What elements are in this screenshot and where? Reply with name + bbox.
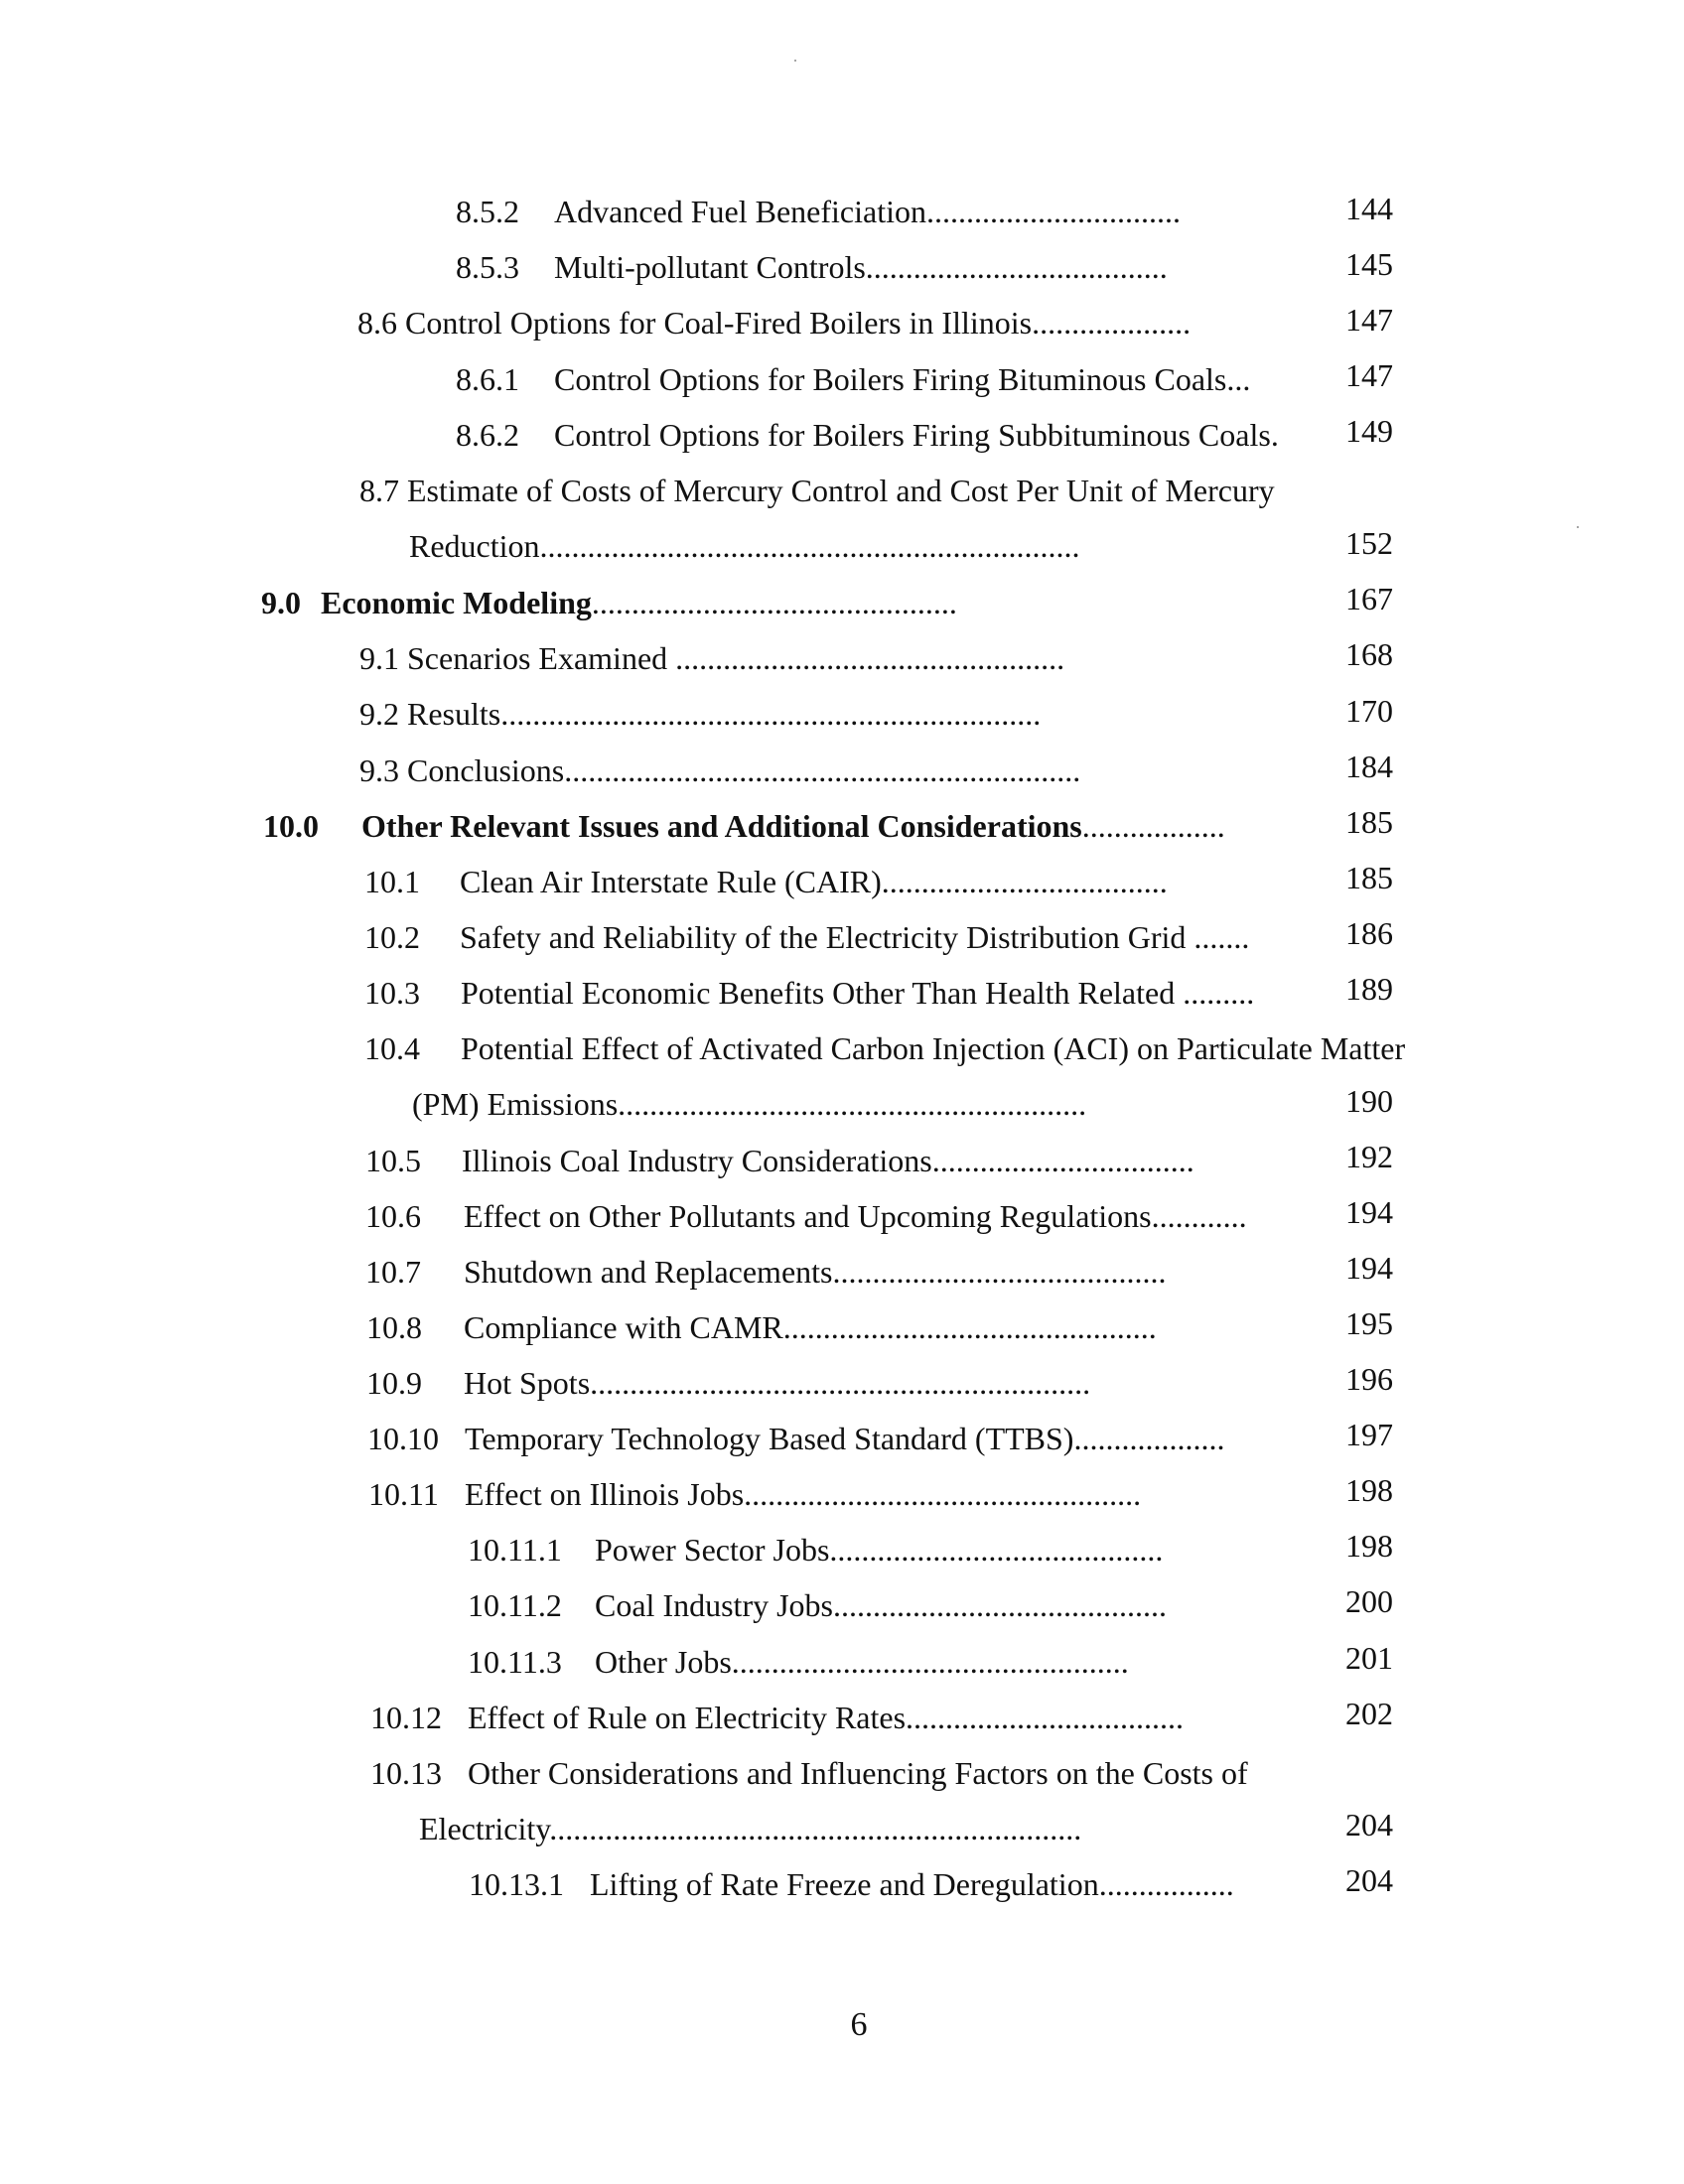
toc-leader: ................................: [925, 194, 1181, 229]
toc-entry[interactable]: [468, 1530, 1163, 1570]
toc-entry-title: Potential Economic Benefits Other Than Health Related: [461, 975, 1176, 1011]
toc-page-ref: 185: [1345, 860, 1393, 895]
toc-entry[interactable]: [359, 471, 1275, 510]
toc-leader: ...............................................: [782, 1309, 1157, 1345]
toc-page-ref: 197: [1345, 1417, 1393, 1452]
toc-entry-title: Other Relevant Issues and Additional Considerations: [361, 808, 1082, 844]
toc-page-ref: 202: [1345, 1696, 1393, 1731]
toc-entry-number: 8.6.2: [456, 417, 519, 453]
toc-page-ref: 198: [1345, 1472, 1393, 1508]
toc-leader: ..............................................: [591, 585, 957, 620]
toc-entry-number: 10.11: [368, 1476, 439, 1512]
toc-entry[interactable]: [456, 359, 1250, 399]
toc-page-ref: 149: [1345, 413, 1393, 449]
toc-entry-number: 10.11.3: [468, 1644, 562, 1680]
toc-entry-number: 10.10: [367, 1421, 439, 1456]
toc-entry-title: Temporary Technology Based Standard (TTBS): [465, 1421, 1074, 1456]
toc-leader: ...................................................................: [549, 1811, 1082, 1846]
toc-leader: ...................: [1073, 1421, 1225, 1456]
toc-page-ref: 194: [1345, 1194, 1393, 1230]
toc-page-ref: 186: [1345, 915, 1393, 951]
toc-leader: ..........................................: [832, 1254, 1167, 1290]
toc-entry-title: Power Sector Jobs: [595, 1532, 830, 1568]
toc-leader: ...........................................................: [618, 1086, 1087, 1122]
toc-entry[interactable]: [364, 917, 1249, 957]
toc-entry-title: Illinois Coal Industry Considerations: [462, 1143, 932, 1178]
toc-entry-title: Economic Modeling: [321, 585, 592, 620]
toc-entry[interactable]: [469, 1864, 1234, 1904]
toc-page-ref: 194: [1345, 1250, 1393, 1286]
toc-page-ref: 204: [1345, 1862, 1393, 1898]
toc-page-ref: 204: [1345, 1807, 1393, 1843]
toc-entry-number: 8.5.3: [456, 249, 519, 285]
toc-entry[interactable]: [366, 1307, 1157, 1347]
toc-leader: ..........................................: [833, 1587, 1167, 1623]
toc-entry-continuation[interactable]: [419, 1809, 1081, 1848]
toc-entry-title: Other Jobs: [595, 1644, 732, 1680]
toc-entry[interactable]: [365, 1196, 1247, 1236]
toc-entry[interactable]: [365, 1141, 1194, 1180]
toc-leader: ..........................................: [829, 1532, 1164, 1568]
toc-page-ref: 184: [1345, 749, 1393, 784]
toc-entry[interactable]: [468, 1642, 1129, 1682]
toc-entry[interactable]: [366, 1363, 1090, 1403]
toc-leader: .................................: [931, 1143, 1194, 1178]
toc-page-ref: 196: [1345, 1361, 1393, 1397]
toc-leader: .......: [1186, 919, 1250, 955]
toc-entry-title: Coal Industry Jobs: [595, 1587, 833, 1623]
toc-leader: ....................................................................: [539, 528, 1080, 564]
toc-entry-title: Electricity: [419, 1811, 550, 1846]
toc-page-ref: 185: [1345, 804, 1393, 840]
toc-page-ref: 144: [1345, 191, 1393, 226]
toc-entry-number: 10.11.1: [468, 1532, 562, 1568]
toc-page-ref: 189: [1345, 971, 1393, 1007]
toc-leader: ...............................................................: [590, 1365, 1091, 1401]
toc-entry-title: Lifting of Rate Freeze and Deregulation: [590, 1866, 1099, 1902]
toc-entry[interactable]: [359, 694, 1041, 734]
toc-leader: ......................................: [865, 249, 1168, 285]
toc-entry-title: Effect on Other Pollutants and Upcoming Regulations: [464, 1198, 1152, 1234]
toc-page-ref: 198: [1345, 1528, 1393, 1564]
toc-entry-number: 10.7: [365, 1254, 421, 1290]
toc-page-ref: 167: [1345, 581, 1393, 616]
toc-entry-title: Multi-pollutant Controls: [554, 249, 866, 285]
toc-leader: .................................................: [667, 640, 1065, 676]
toc-entry-title: Control Options for Boilers Firing Subbituminous Coals.: [554, 417, 1279, 453]
toc-page-ref: 168: [1345, 636, 1393, 672]
toc-leader: ....................: [1032, 305, 1192, 341]
toc-entry-number: 10.6: [365, 1198, 421, 1234]
toc-entry[interactable]: [359, 638, 1064, 678]
toc-entry-title: (PM) Emissions: [412, 1086, 619, 1122]
toc-entry-number: 10.4: [364, 1030, 420, 1066]
toc-entry[interactable]: [370, 1753, 1248, 1793]
toc-entry[interactable]: [370, 1698, 1184, 1737]
toc-entry[interactable]: [456, 247, 1168, 287]
toc-entry-number: 10.0: [263, 808, 319, 844]
toc-entry-number: 10.12: [370, 1700, 442, 1735]
toc-entry[interactable]: [357, 303, 1191, 342]
toc-leader: ............: [1151, 1198, 1247, 1234]
toc-section-heading[interactable]: [261, 583, 957, 622]
toc-entry-title: Hot Spots: [464, 1365, 591, 1401]
toc-entry-number: 10.5: [365, 1143, 421, 1178]
toc-leader: ..................................................: [744, 1476, 1142, 1512]
scan-speck: [1577, 526, 1579, 528]
toc-entry-title: 8.6 Control Options for Coal-Fired Boilers in Illinois: [357, 305, 1033, 341]
toc-entry-number: 10.11.2: [468, 1587, 562, 1623]
toc-page-ref: 145: [1345, 246, 1393, 282]
toc-entry-number: 9.0: [261, 585, 301, 620]
toc-entry-number: 10.8: [366, 1309, 422, 1345]
toc-entry-number: 10.13.1: [469, 1866, 564, 1902]
toc-leader: ....................................................................: [500, 696, 1042, 732]
toc-entry-title: 9.3 Conclusions: [359, 752, 565, 788]
toc-entry[interactable]: [456, 192, 1181, 231]
toc-entry-title: Shutdown and Replacements: [464, 1254, 833, 1290]
toc-entry[interactable]: [367, 1419, 1224, 1458]
toc-leader: .................: [1098, 1866, 1234, 1902]
toc-section-heading[interactable]: [263, 806, 1225, 846]
toc-leader: .........: [1175, 975, 1255, 1011]
toc-leader: ...................................: [906, 1700, 1185, 1735]
toc-entry-continuation[interactable]: [409, 526, 1080, 566]
toc-entry-number: 8.6.1: [456, 361, 519, 397]
toc-entry-title: Effect on Illinois Jobs: [465, 1476, 745, 1512]
toc-entry-title: Reduction: [409, 528, 540, 564]
toc-leader: ..................: [1081, 808, 1225, 844]
toc-leader: ....................................: [881, 864, 1168, 899]
toc-leader: ...: [1226, 361, 1251, 397]
toc-entry-title: Potential Effect of Activated Carbon Injection (ACI) on Particulate Matter: [461, 1030, 1406, 1066]
toc-entry-title: Control Options for Boilers Firing Bituminous Coals: [554, 361, 1227, 397]
page-number: 6: [850, 2006, 868, 2043]
toc-entry-number: 10.9: [366, 1365, 422, 1401]
toc-entry-title: Clean Air Interstate Rule (CAIR): [460, 864, 882, 899]
toc-page-ref: 201: [1345, 1640, 1393, 1676]
toc-page-ref: 170: [1345, 693, 1393, 729]
toc-entry-title: Safety and Reliability of the Electricity Distribution Grid: [460, 919, 1187, 955]
toc-entry[interactable]: [364, 862, 1168, 901]
toc-entry-title: Effect of Rule on Electricity Rates: [468, 1700, 907, 1735]
toc-entry-title: Compliance with CAMR: [464, 1309, 783, 1345]
toc-entry-number: 8.5.2: [456, 194, 519, 229]
toc-page-ref: 147: [1345, 302, 1393, 338]
toc-entry[interactable]: [468, 1585, 1167, 1625]
toc-page-ref: 152: [1345, 525, 1393, 561]
toc-page-ref: 192: [1345, 1139, 1393, 1174]
toc-page-ref: 147: [1345, 357, 1393, 393]
toc-entry-title: Advanced Fuel Beneficiation: [554, 194, 926, 229]
toc-entry-number: 10.3: [364, 975, 420, 1011]
toc-entry-number: 10.2: [364, 919, 420, 955]
toc-leader: .................................................................: [564, 752, 1081, 788]
toc-entry[interactable]: [365, 1252, 1166, 1292]
toc-entry-number: 10.13: [370, 1755, 442, 1791]
scan-speck: [794, 60, 796, 62]
toc-entry-title: 8.7 Estimate of Costs of Mercury Control and Cost Per Unit of Mercury: [359, 473, 1275, 508]
toc-leader: ..................................................: [731, 1644, 1129, 1680]
toc-page-ref: 200: [1345, 1583, 1393, 1619]
toc-entry-title: 9.1 Scenarios Examined: [359, 640, 668, 676]
toc-entry[interactable]: [368, 1474, 1141, 1514]
toc-entry-continuation[interactable]: [412, 1084, 1086, 1124]
toc-entry[interactable]: [456, 415, 1279, 455]
toc-page-ref: 195: [1345, 1305, 1393, 1341]
toc-entry-title: Other Considerations and Influencing Factors on the Costs of: [468, 1755, 1248, 1791]
toc-entry[interactable]: [364, 973, 1254, 1013]
toc-entry[interactable]: [359, 751, 1080, 790]
toc-entry[interactable]: [364, 1028, 1405, 1068]
toc-page-ref: 190: [1345, 1083, 1393, 1119]
toc-entry-number: 10.1: [364, 864, 420, 899]
toc-entry-title: 9.2 Results: [359, 696, 501, 732]
